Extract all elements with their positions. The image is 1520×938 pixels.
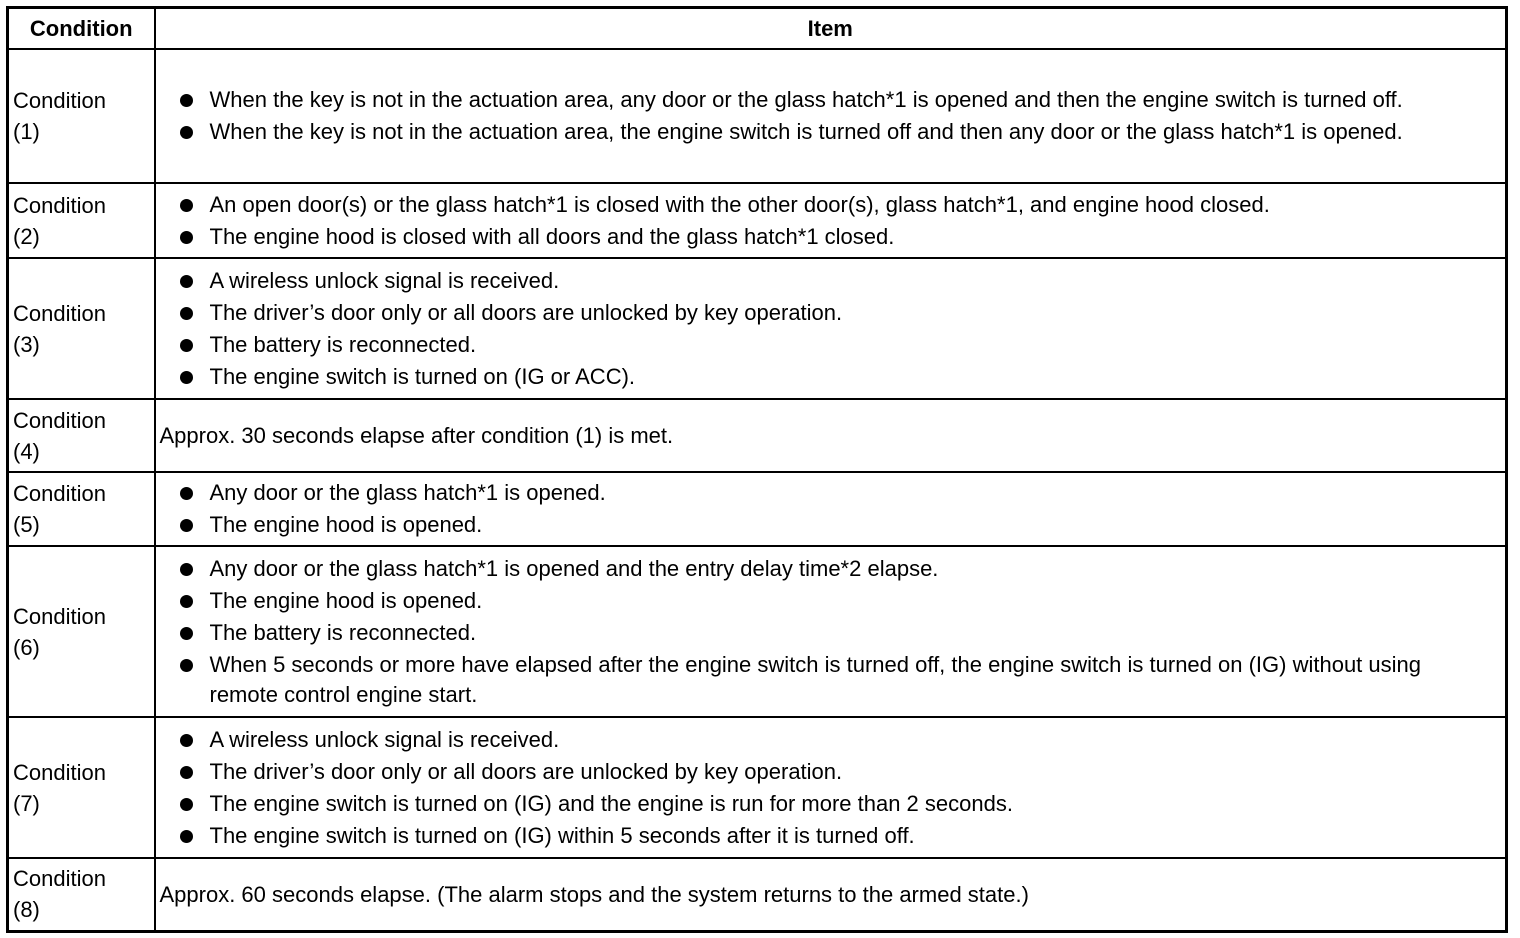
condition-number: (1)	[13, 119, 40, 144]
item-cell	[155, 546, 1507, 717]
list-item	[174, 821, 1496, 851]
item-list	[174, 725, 1496, 851]
condition-cell	[8, 49, 155, 183]
item-text: The engine switch is turned on (IG) and the engine is run for more than 2 seconds.	[209, 790, 1013, 816]
item-text: Any door or the glass hatch*1 is opened.	[209, 480, 606, 505]
item-list	[174, 554, 1496, 710]
item-text: The engine switch is turned on (IG) within 5 seconds after it is turned off.	[209, 822, 915, 848]
bullet-icon	[180, 798, 193, 811]
item-text: The engine hood is opened.	[209, 512, 483, 537]
list-item	[174, 510, 1496, 540]
bullet-icon	[180, 766, 193, 779]
item-cell	[155, 258, 1507, 399]
item-text: When the key is not in the actuation area, the engine switch is turned off and then any door or the glass hatch*1 is opened.	[209, 119, 1403, 144]
item-text: When 5 seconds or more have elapsed after the engine switch is turned off, the engine switch is turned on (IG) without using remote control engine start.	[209, 651, 1421, 707]
bullet-icon	[180, 519, 193, 532]
bullet-icon	[180, 734, 193, 747]
item-cell	[155, 717, 1507, 858]
list-item	[174, 554, 1496, 584]
bullet-icon	[180, 627, 193, 640]
condition-number: (8)	[13, 897, 40, 923]
table-row	[8, 717, 1507, 858]
list-item	[174, 298, 1496, 328]
item-text: When the key is not in the actuation area, any door or the glass hatch*1 is opened and then the engine switch is turned off.	[209, 87, 1403, 112]
list-item	[174, 725, 1496, 755]
item-text: A wireless unlock signal is received.	[209, 267, 560, 293]
header-item: Item	[155, 8, 1507, 50]
item-cell	[155, 472, 1507, 546]
bullet-icon	[180, 339, 193, 352]
item-text: The engine hood is closed with all doors and the glass hatch*1 closed.	[209, 223, 895, 249]
item-cell	[155, 183, 1507, 258]
bullet-icon	[180, 231, 193, 244]
bullet-icon	[180, 659, 193, 672]
condition-number: (4)	[13, 438, 40, 464]
item-cell	[155, 49, 1507, 183]
condition-number: (3)	[13, 331, 40, 357]
condition-label: Condition	[13, 759, 106, 785]
list-item	[174, 618, 1496, 648]
item-list	[174, 266, 1496, 392]
table-row	[8, 472, 1507, 546]
table-row	[8, 183, 1507, 258]
list-item	[174, 190, 1496, 220]
table-row	[8, 399, 1507, 472]
condition-cell	[8, 183, 155, 258]
list-item	[174, 330, 1496, 360]
item-text: The battery is reconnected.	[209, 331, 477, 357]
item-text: Approx. 60 seconds elapse. (The alarm stops and the system returns to the armed state.)	[159, 881, 1029, 907]
item-text: The driver’s door only or all doors are unlocked by key operation.	[209, 299, 843, 325]
item-cell	[155, 399, 1507, 472]
condition-number: (6)	[13, 634, 40, 660]
bullet-icon	[180, 563, 193, 576]
item-list	[174, 85, 1496, 147]
item-list	[174, 478, 1496, 540]
bullet-icon	[180, 94, 193, 107]
item-text: A wireless unlock signal is received.	[209, 726, 560, 752]
item-text: An open door(s) or the glass hatch*1 is closed with the other door(s), glass hatch*1, and engine hood closed.	[209, 191, 1270, 217]
condition-label: Condition	[13, 407, 106, 433]
condition-number: (5)	[13, 512, 40, 537]
bullet-icon	[180, 487, 193, 500]
list-item	[174, 789, 1496, 819]
condition-table	[6, 6, 1508, 933]
bullet-icon	[180, 307, 193, 320]
condition-label: Condition	[13, 866, 106, 892]
item-text: The engine hood is opened.	[209, 587, 483, 613]
list-item	[174, 117, 1496, 147]
table-row	[8, 546, 1507, 717]
list-item	[174, 362, 1496, 392]
list-item	[174, 757, 1496, 787]
condition-cell	[8, 858, 155, 931]
bullet-icon	[180, 595, 193, 608]
bullet-icon	[180, 371, 193, 384]
condition-number: (2)	[13, 223, 40, 249]
table-row	[8, 49, 1507, 183]
bullet-icon	[180, 830, 193, 843]
list-item	[174, 266, 1496, 296]
list-item	[174, 85, 1496, 115]
condition-number: (7)	[13, 790, 40, 816]
condition-label: Condition	[13, 481, 106, 506]
list-item	[174, 586, 1496, 616]
table-row	[8, 858, 1507, 931]
bullet-icon	[180, 199, 193, 212]
condition-cell	[8, 472, 155, 546]
item-cell	[155, 858, 1507, 931]
bullet-icon	[180, 126, 193, 139]
header-condition: Condition	[8, 8, 155, 50]
condition-label: Condition	[13, 300, 106, 326]
condition-label: Condition	[13, 192, 106, 218]
list-item	[174, 650, 1496, 710]
item-text: Any door or the glass hatch*1 is opened and the entry delay time*2 elapse.	[209, 555, 939, 581]
condition-cell	[8, 717, 155, 858]
header-row	[8, 8, 1507, 50]
item-text: The driver’s door only or all doors are unlocked by key operation.	[209, 758, 843, 784]
item-text: The battery is reconnected.	[209, 619, 477, 645]
item-list	[174, 190, 1496, 252]
item-text: The engine switch is turned on (IG or ACC).	[209, 363, 636, 389]
table-row	[8, 258, 1507, 399]
list-item	[174, 222, 1496, 252]
condition-cell	[8, 258, 155, 399]
condition-label: Condition	[13, 88, 106, 113]
list-item	[174, 478, 1496, 508]
bullet-icon	[180, 275, 193, 288]
item-text: Approx. 30 seconds elapse after condition (1) is met.	[159, 423, 674, 448]
condition-label: Condition	[13, 603, 106, 629]
condition-cell	[8, 399, 155, 472]
condition-cell	[8, 546, 155, 717]
